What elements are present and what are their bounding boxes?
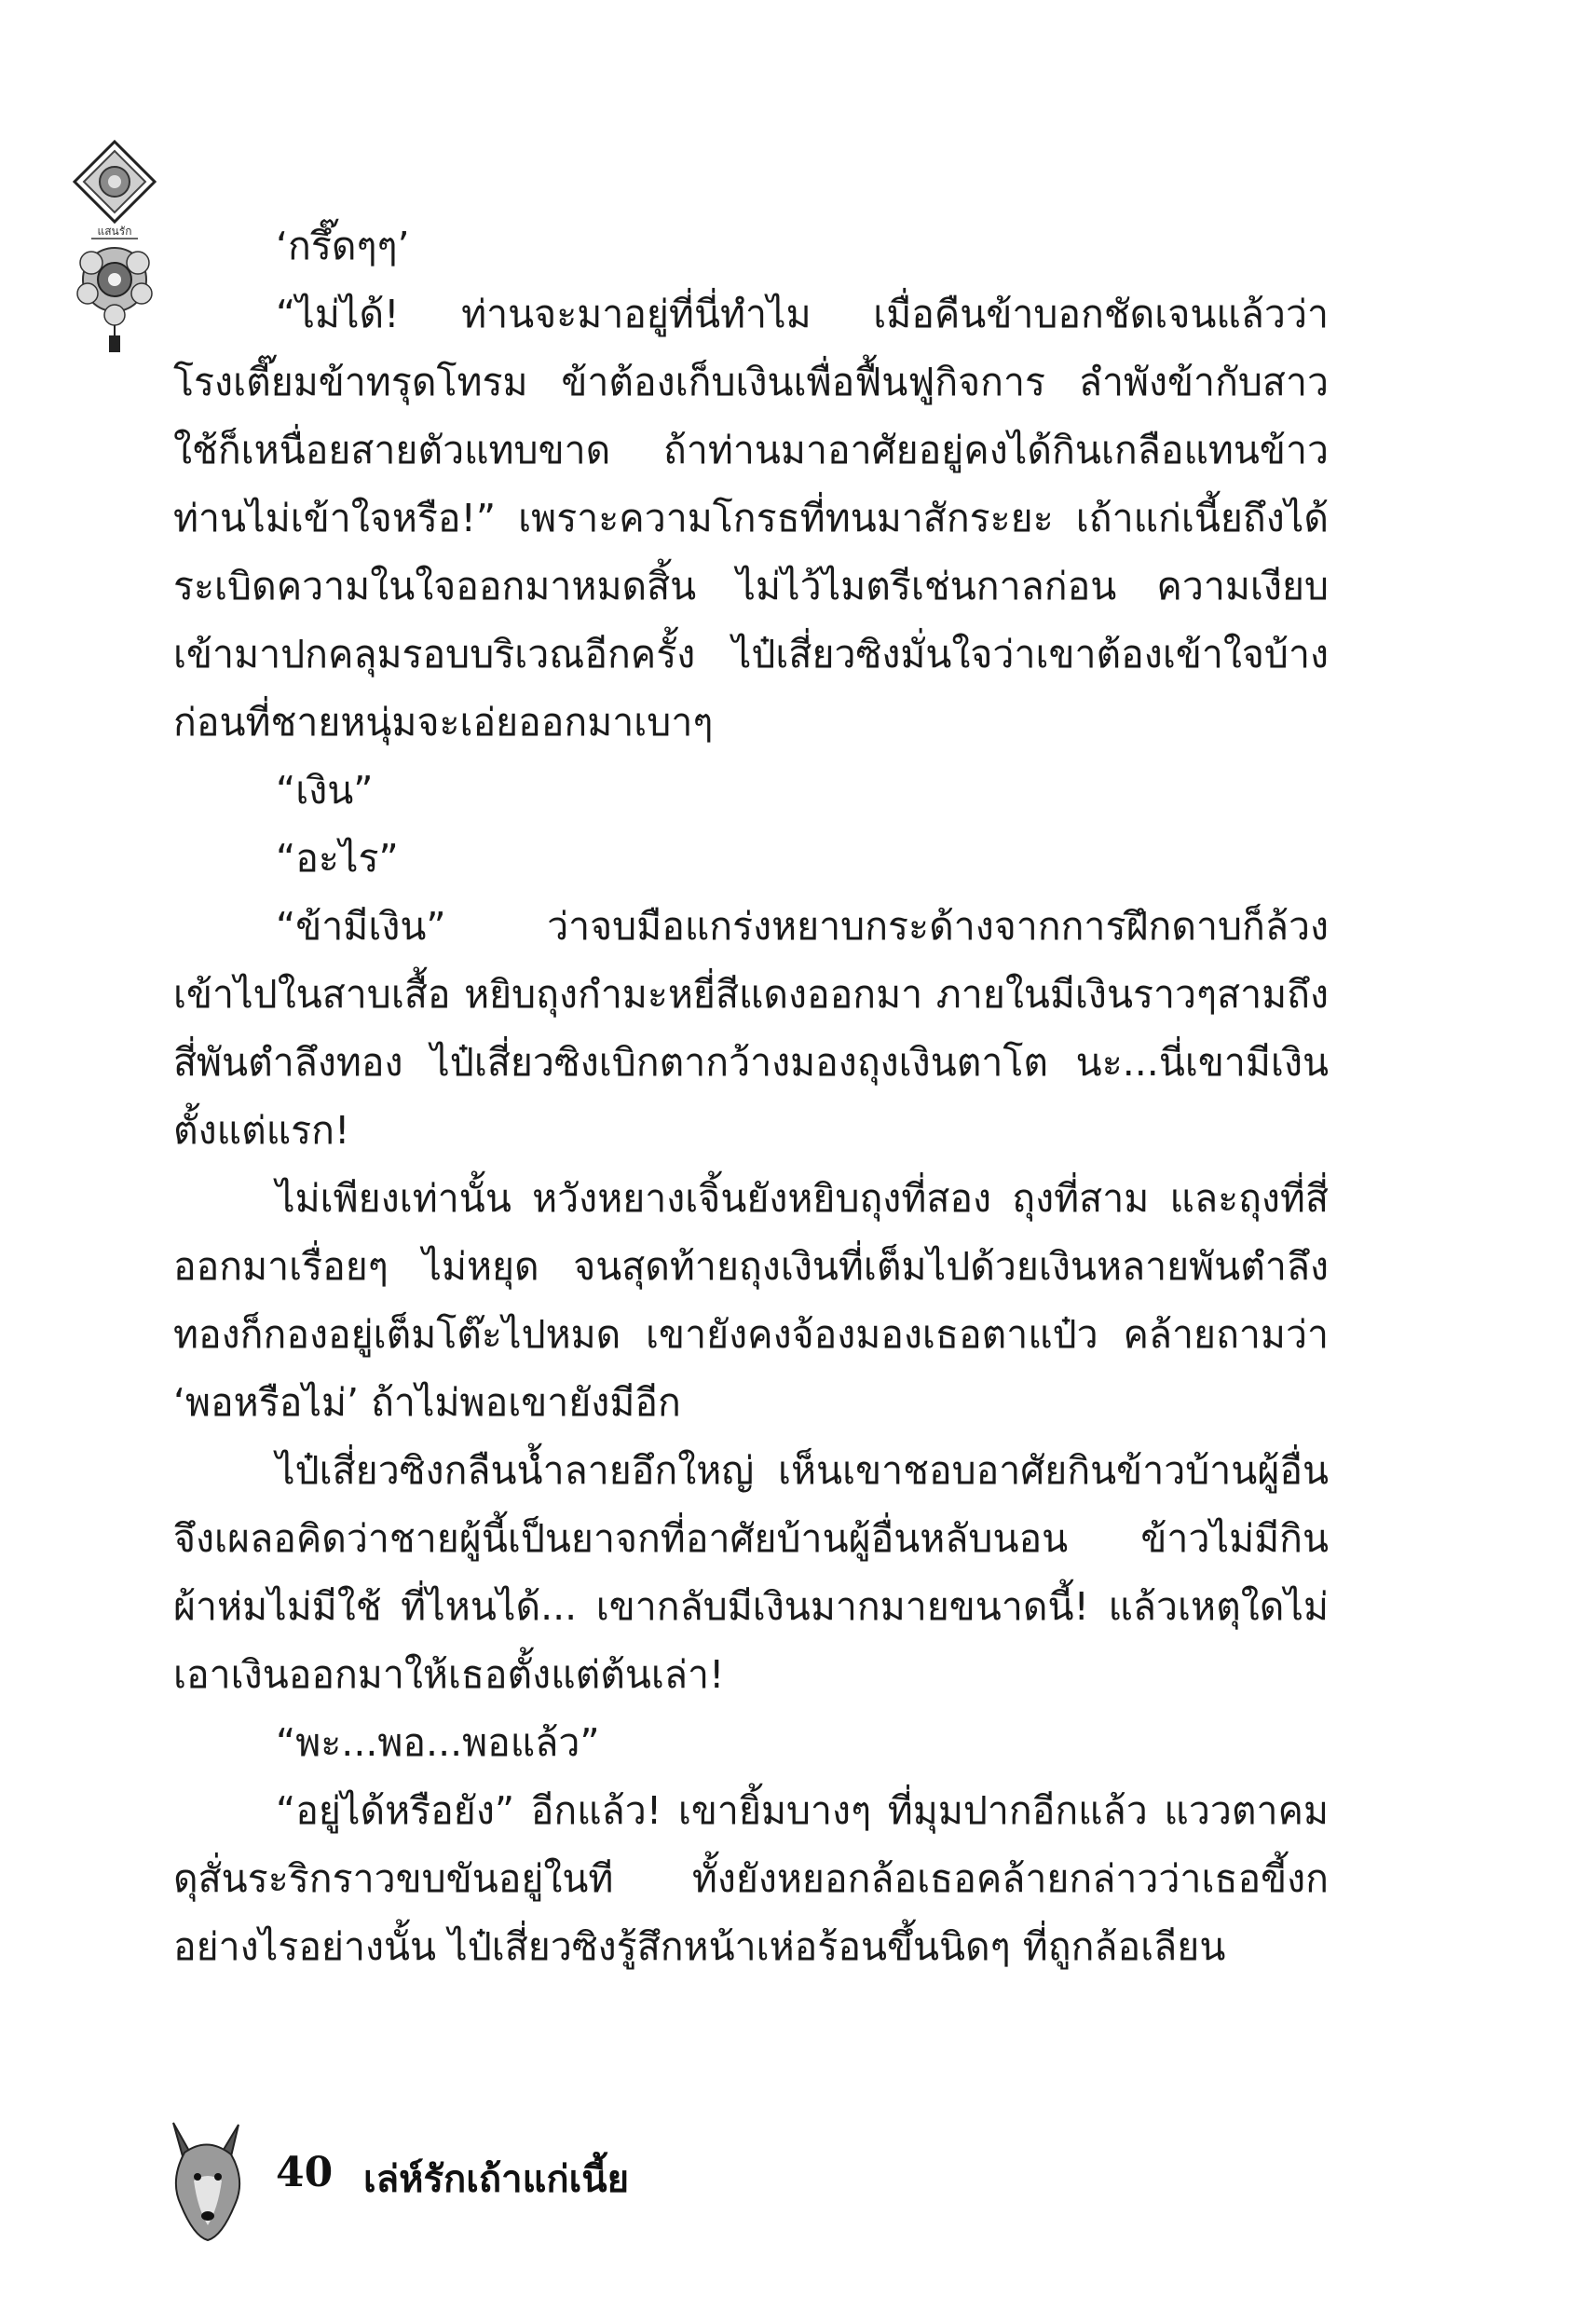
diamond-emblem: [75, 142, 155, 222]
paragraph: “เงิน”: [276, 768, 374, 813]
paragraph: “พะ...พอ...พอแล้ว”: [276, 1720, 600, 1765]
ornament-label: แสนรัก: [97, 225, 132, 238]
paragraph: ไม่เพียงเท่านั้น หวังหยางเจิ้นยังหยิบถุงที่สอง ถุงที่สาม และถุงที่สี่ออกมาเรื่อยๆ ไม่หยุด จนสุดท้ายถุงเงินที่เต็มไปด้วยเงินหลายพันตำลึงทองก็กองอยู่เต็มโต๊ะไปหมด เขายังคงจ้องมองเธอตาแป๋ว คล้ายถามว่า ‘พอหรือไม่’ ถ้าไม่พอเขายังมีอีก: [173, 1176, 1329, 1425]
wolf-icon: [157, 2115, 259, 2242]
paragraph: “ไม่ได้! ท่านจะมาอยู่ที่นี่ทำไม เมื่อคืนข้าบอกชัดเจนแล้วว่าโรงเตี๊ยมข้าทรุดโทรม ข้าต้องเก็บเงินเพื่อฟื้นฟูกิจการ ลำพังข้ากับสาวใช้ก็เหนื่อยสายตัวแทบขาด ถ้าท่านมาอาศัยอยู่คงได้กินเกลือแทนข้าว ท่านไม่เข้าใจหรือ!” เพราะความโกรธที่ทนมาสักระยะ เถ้าแก่เนี้ยถึงได้ระเบิดความในใจออกมาหมดสิ้น ไม่ไว้ไมตรีเช่นกาลก่อน ความเงียบเข้ามาปกคลุมรอบบริเวณอีกครั้ง ไป๋เสี่ยวซิงมั่นใจว่าเขาต้องเข้าใจบ้าง ก่อนที่ชายหนุ่มจะเอ่ยออกมาเบาๆ: [173, 292, 1329, 745]
paragraph: “อะไร”: [276, 836, 399, 881]
page-number: 40: [276, 2149, 334, 2196]
page-footer: [157, 2115, 809, 2246]
paragraph: ไป๋เสี่ยวซิงกลืนน้ำลายอึกใหญ่ เห็นเขาชอบอาศัยกินข้าวบ้านผู้อื่นจึงเผลอคิดว่าชายผู้นี้เป็นยาจกที่อาศัยบ้านผู้อื่นหลับนอน ข้าวไม่มีกินผ้าห่มไม่มีใช้ ที่ไหนได้... เขากลับมีเงินมากมายขนาดนี้! แล้วเหตุใดไม่เอาเงินออกมาให้เธอตั้งแต่ต้นเล่า!: [173, 1448, 1329, 1697]
flower-wreath: [77, 248, 152, 325]
tassel: [109, 325, 120, 352]
paragraph: “อยู่ได้หรือยัง” อีกแล้ว! เขายิ้มบางๆ ที่มุมปากอีกแล้ว แววตาคมดุสั่นระริกราวขบขันอยู่ในที ทั้งยังหยอกล้อเธอคล้ายกล่าวว่าเธอขี้งกอย่างไรอย่างนั้น ไป๋เสี่ยวซิงรู้สึกหน้าเห่อร้อนขึ้นนิดๆ ที่ถูกล้อเลียน: [173, 1788, 1329, 1969]
paragraph: “ข้ามีเงิน” ว่าจบมือแกร่งหยาบกระด้างจากการฝึกดาบก็ล้วงเข้าไปในสาบเสื้อ หยิบถุงกำมะหยี่สีแดงออกมา ภายในมีเงินราวๆสามถึงสี่พันตำลึงทอง ไป๋เสี่ยวซิงเบิกตากว้างมองถุงเงินตาโต นะ...นี่เขามีเงินตั้งแต่แรก!: [173, 904, 1329, 1153]
book-title: เล่ห์รักเถ้าแก่เนี้ย: [363, 2157, 630, 2201]
paragraph: ‘กรึ๊ดๆๆ’: [276, 224, 410, 268]
ornament-icon: [54, 140, 175, 354]
body-text: [173, 212, 1329, 1981]
